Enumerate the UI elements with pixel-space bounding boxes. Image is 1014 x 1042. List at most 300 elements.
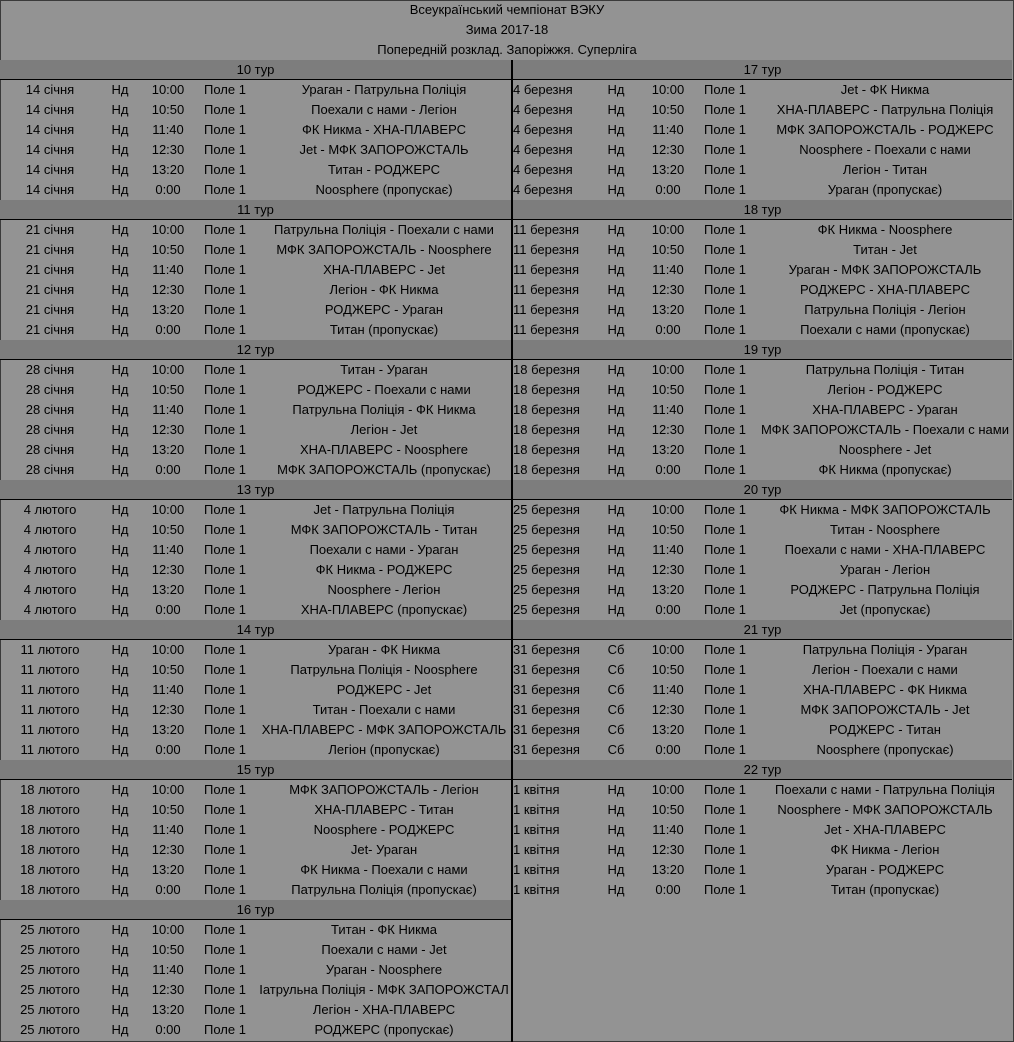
date-cell: 21 січня: [25, 282, 75, 297]
match-cell: Патрульна Поліція - Noosphere: [290, 662, 478, 677]
day-cell: Нд: [111, 182, 129, 197]
field-cell: Поле 1: [204, 82, 246, 97]
time-cell: 10:50: [151, 662, 185, 677]
date-cell: 1 квітня: [513, 822, 560, 837]
title-championship: Всеукраїнський чемпіонат ВЭКУ: [409, 2, 605, 17]
date-cell: 25 лютого: [20, 962, 80, 977]
date-cell: 18 березня: [513, 362, 580, 377]
schedule-row: [0, 100, 511, 120]
date-cell: 28 січня: [25, 462, 75, 477]
time-cell: 11:40: [652, 262, 684, 277]
match-cell: Noosphere (пропускає): [816, 742, 954, 757]
field-cell: Поле 1: [204, 302, 246, 317]
match-cell: Ураган - РОДЖЕРС: [825, 862, 945, 877]
time-cell: 13:20: [151, 1002, 185, 1017]
field-cell: Поле 1: [704, 422, 746, 437]
field-cell: Поле 1: [204, 542, 246, 557]
date-cell: 31 березня: [513, 742, 580, 757]
time-cell: 0:00: [155, 1022, 181, 1037]
date-cell: 4 лютого: [23, 602, 77, 617]
schedule-row: [513, 300, 1012, 320]
day-cell: Сб: [607, 742, 625, 757]
date-cell: 25 березня: [513, 522, 580, 537]
date-cell: 11 березня: [513, 222, 579, 237]
field-cell: Поле 1: [704, 642, 746, 657]
schedule-row: [0, 1020, 511, 1040]
schedule-row: [0, 940, 511, 960]
schedule-row: [0, 700, 511, 720]
field-cell: Поле 1: [704, 602, 746, 617]
day-cell: Нд: [111, 242, 129, 257]
round-header: 14 тур: [0, 620, 511, 640]
field-cell: Поле 1: [204, 222, 246, 237]
field-cell: Поле 1: [204, 562, 246, 577]
time-cell: 12:30: [651, 702, 685, 717]
date-cell: 21 січня: [25, 242, 75, 257]
field-cell: Поле 1: [204, 122, 246, 137]
time-cell: 10:00: [151, 82, 185, 97]
match-cell: РОДЖЕРС - ХНА-ПЛАВЕРС: [799, 282, 970, 297]
date-cell: 14 січня: [25, 102, 75, 117]
field-cell: Поле 1: [204, 502, 246, 517]
day-cell: Нд: [111, 942, 129, 957]
day-cell: Нд: [111, 142, 129, 157]
time-cell: 10:50: [651, 662, 685, 677]
schedule-row: [513, 560, 1012, 580]
day-cell: Нд: [111, 642, 129, 657]
time-cell: 0:00: [155, 182, 181, 197]
time-cell: 13:20: [151, 862, 185, 877]
round-header: 17 тур: [513, 60, 1012, 80]
time-cell: 12:30: [151, 142, 185, 157]
day-cell: Нд: [111, 882, 129, 897]
date-cell: 11 березня: [513, 262, 579, 277]
right-schedule-column: [513, 60, 1012, 900]
field-cell: Поле 1: [204, 242, 246, 257]
match-cell: ФК Никма - РОДЖЕРС: [315, 562, 453, 577]
match-cell: ФК Никма - Noosphere: [817, 222, 953, 237]
field-cell: Поле 1: [204, 802, 246, 817]
field-cell: Поле 1: [704, 102, 746, 117]
match-cell: РОДЖЕРС - Jet: [336, 682, 432, 697]
match-cell: Поехали с нами - Патрульна Поліція: [775, 782, 995, 797]
field-cell: Поле 1: [704, 442, 746, 457]
match-cell: Noosphere - РОДЖЕРС: [313, 822, 455, 837]
match-cell: Поехали с нами - ХНА-ПЛАВЕРС: [784, 542, 986, 557]
schedule-row: [513, 720, 1012, 740]
day-cell: Нд: [607, 502, 625, 517]
day-cell: Нд: [607, 442, 625, 457]
match-cell: Легіон (пропускає): [328, 742, 440, 757]
schedule-row: [513, 400, 1012, 420]
schedule-row: [0, 660, 511, 680]
schedule-row: [0, 380, 511, 400]
schedule-row: [0, 460, 511, 480]
day-cell: Нд: [111, 782, 129, 797]
time-cell: 12:30: [151, 702, 185, 717]
schedule-row: [0, 500, 511, 520]
date-cell: 28 січня: [25, 422, 75, 437]
match-cell: МФК ЗАПОРОЖСТАЛЬ - Поехали с нами: [761, 422, 1009, 437]
field-cell: Поле 1: [204, 182, 246, 197]
day-cell: Нд: [111, 542, 129, 557]
time-cell: 0:00: [155, 882, 181, 897]
time-cell: 13:20: [651, 302, 685, 317]
time-cell: 0:00: [155, 602, 181, 617]
date-cell: 11 лютого: [20, 742, 80, 757]
match-cell: Noosphere - Jet: [838, 442, 932, 457]
time-cell: 12:30: [651, 142, 685, 157]
date-cell: 11 лютого: [20, 642, 80, 657]
match-cell: Титан - Jet: [853, 242, 917, 257]
date-cell: 25 лютого: [20, 942, 80, 957]
time-cell: 11:40: [152, 962, 184, 977]
date-cell: 1 квітня: [513, 842, 560, 857]
field-cell: Поле 1: [704, 882, 746, 897]
time-cell: 12:30: [151, 562, 185, 577]
field-cell: Поле 1: [704, 462, 746, 477]
field-cell: Поле 1: [204, 102, 246, 117]
day-cell: Нд: [111, 162, 129, 177]
field-cell: Поле 1: [204, 742, 246, 757]
round-header: 20 тур: [513, 480, 1012, 500]
match-cell: Jet - МФК ЗАПОРОЖСТАЛЬ: [299, 142, 469, 157]
schedule-row: [0, 780, 511, 800]
schedule-row: [0, 860, 511, 880]
match-cell: ФК Никма - ХНА-ПЛАВЕРС: [302, 122, 466, 137]
time-cell: 0:00: [655, 742, 681, 757]
time-cell: 0:00: [655, 462, 681, 477]
match-cell: Патрульна Поліція (пропускає): [291, 882, 477, 897]
day-cell: Нд: [111, 102, 129, 117]
schedule-row: [0, 400, 511, 420]
schedule-row: [0, 960, 511, 980]
round-header: 18 тур: [513, 200, 1012, 220]
field-cell: Поле 1: [204, 262, 246, 277]
time-cell: 10:00: [151, 642, 185, 657]
field-cell: Поле 1: [204, 322, 246, 337]
schedule-row: [0, 220, 511, 240]
day-cell: Нд: [607, 842, 625, 857]
day-cell: Нд: [607, 142, 625, 157]
match-cell: Титан - РОДЖЕРС: [327, 162, 440, 177]
field-cell: Поле 1: [204, 982, 246, 997]
date-cell: 31 березня: [513, 682, 580, 697]
day-cell: Нд: [111, 82, 129, 97]
schedule-row: [0, 120, 511, 140]
match-cell: Noosphere - Легіон: [327, 582, 441, 597]
time-cell: 10:50: [151, 802, 185, 817]
left-schedule-column: [0, 60, 511, 1040]
schedule-row: [513, 180, 1012, 200]
date-cell: 18 лютого: [20, 842, 80, 857]
time-cell: 11:40: [652, 122, 684, 137]
day-cell: Нд: [111, 262, 129, 277]
date-cell: 31 березня: [513, 722, 580, 737]
day-cell: Нд: [607, 162, 625, 177]
field-cell: Поле 1: [704, 302, 746, 317]
field-cell: Поле 1: [204, 662, 246, 677]
field-cell: Поле 1: [704, 242, 746, 257]
day-cell: Нд: [607, 302, 625, 317]
schedule-row: [513, 100, 1012, 120]
time-cell: 12:30: [151, 842, 185, 857]
day-cell: Нд: [111, 602, 129, 617]
time-cell: 11:40: [652, 822, 684, 837]
time-cell: 11:40: [152, 122, 184, 137]
match-cell: Патрульна Поліція - Легіон: [804, 302, 966, 317]
day-cell: Нд: [111, 502, 129, 517]
round-header: 19 тур: [513, 340, 1012, 360]
schedule-row: [513, 700, 1012, 720]
match-cell: ХНА-ПЛАВЕРС - Титан: [314, 802, 454, 817]
date-cell: 14 січня: [25, 162, 75, 177]
time-cell: 12:30: [651, 282, 685, 297]
day-cell: Нд: [111, 802, 129, 817]
field-cell: Поле 1: [204, 722, 246, 737]
date-cell: 18 лютого: [20, 862, 80, 877]
field-cell: Поле 1: [204, 862, 246, 877]
day-cell: Нд: [111, 922, 129, 937]
match-cell: Ураган - Noosphere: [325, 962, 443, 977]
schedule-row: [0, 740, 511, 760]
day-cell: Нд: [111, 562, 129, 577]
time-cell: 11:40: [652, 402, 684, 417]
time-cell: 11:40: [152, 542, 184, 557]
day-cell: Сб: [607, 682, 625, 697]
field-cell: Поле 1: [204, 682, 246, 697]
match-cell: Поехали с нами (пропускає): [800, 322, 970, 337]
date-cell: 18 лютого: [20, 882, 80, 897]
day-cell: Нд: [111, 382, 129, 397]
time-cell: 10:00: [151, 782, 185, 797]
day-cell: Нд: [607, 542, 625, 557]
time-cell: 0:00: [155, 742, 181, 757]
time-cell: 10:00: [151, 502, 185, 517]
time-cell: 0:00: [655, 322, 681, 337]
time-cell: 0:00: [655, 882, 681, 897]
time-cell: 12:30: [651, 842, 685, 857]
match-cell: ХНА-ПЛАВЕРС - Ураган: [812, 402, 958, 417]
field-cell: Поле 1: [204, 402, 246, 417]
date-cell: 28 січня: [25, 402, 75, 417]
match-cell: Патрульна Поліція - Поехали с нами: [274, 222, 494, 237]
time-cell: 10:00: [651, 782, 685, 797]
match-cell: Титан - Ураган: [340, 362, 428, 377]
schedule-row: [513, 460, 1012, 480]
schedule-row: [513, 260, 1012, 280]
field-cell: Поле 1: [204, 702, 246, 717]
day-cell: Нд: [607, 182, 625, 197]
day-cell: Нд: [607, 322, 625, 337]
round-header: 11 тур: [0, 200, 511, 220]
date-cell: 25 лютого: [20, 1002, 80, 1017]
date-cell: 11 лютого: [20, 722, 80, 737]
date-cell: 28 січня: [25, 362, 75, 377]
field-cell: Поле 1: [704, 222, 746, 237]
field-cell: Поле 1: [204, 602, 246, 617]
date-cell: 1 квітня: [513, 802, 560, 817]
time-cell: 13:20: [151, 162, 185, 177]
schedule-row: [0, 720, 511, 740]
round-header: 21 тур: [513, 620, 1012, 640]
time-cell: 13:20: [151, 442, 185, 457]
schedule-row: [0, 880, 511, 900]
match-cell: Noosphere (пропускає): [315, 182, 453, 197]
day-cell: Нд: [607, 562, 625, 577]
date-cell: 11 березня: [513, 242, 579, 257]
schedule-row: [513, 520, 1012, 540]
match-cell: Jet- Ураган: [350, 842, 418, 857]
date-cell: 11 березня: [513, 302, 579, 317]
match-cell: Ураган (пропускає): [827, 182, 943, 197]
date-cell: 14 січня: [25, 142, 75, 157]
date-cell: 18 березня: [513, 442, 580, 457]
field-cell: Поле 1: [204, 462, 246, 477]
field-cell: Поле 1: [704, 802, 746, 817]
field-cell: Поле 1: [704, 142, 746, 157]
schedule-row: [0, 840, 511, 860]
day-cell: Нд: [111, 222, 129, 237]
time-cell: 10:00: [651, 502, 685, 517]
match-cell: Ураган - Патрульна Поліція: [301, 82, 467, 97]
date-cell: 31 березня: [513, 642, 580, 657]
schedule-row: [513, 640, 1012, 660]
field-cell: Поле 1: [204, 422, 246, 437]
time-cell: 10:00: [151, 922, 185, 937]
schedule-row: [513, 860, 1012, 880]
day-cell: Нд: [607, 802, 625, 817]
date-cell: 1 квітня: [513, 862, 560, 877]
match-cell: Легіон - ФК Никма: [329, 282, 439, 297]
date-cell: 25 лютого: [20, 982, 80, 997]
schedule-row: [513, 360, 1012, 380]
date-cell: 21 січня: [25, 262, 75, 277]
match-cell: Поехали с нами - Легіон: [311, 102, 457, 117]
match-cell: Поехали с нами - Jet: [321, 942, 447, 957]
date-cell: 4 лютого: [23, 582, 77, 597]
match-cell: Легіон - Jet: [350, 422, 418, 437]
day-cell: Нд: [111, 742, 129, 757]
schedule-row: [0, 1000, 511, 1020]
round-header: 16 тур: [0, 900, 511, 920]
time-cell: 13:20: [651, 442, 685, 457]
match-cell: Титан - ФК Никма: [331, 922, 437, 937]
day-cell: Нд: [111, 522, 129, 537]
schedule-row: [0, 420, 511, 440]
schedule-row: [0, 360, 511, 380]
date-cell: 4 лютого: [23, 562, 77, 577]
match-cell: ХНА-ПЛАВЕРС - Noosphere: [299, 442, 468, 457]
date-cell: 14 січня: [25, 122, 75, 137]
schedule-row: [513, 880, 1012, 900]
date-cell: 25 березня: [513, 542, 580, 557]
field-cell: Поле 1: [204, 962, 246, 977]
date-cell: 28 січня: [25, 382, 75, 397]
match-cell: МФК ЗАПОРОЖСТАЛЬ - Титан: [290, 522, 478, 537]
day-cell: Нд: [111, 422, 129, 437]
day-cell: Нд: [111, 1022, 129, 1037]
day-cell: Нд: [607, 462, 625, 477]
day-cell: Нд: [607, 102, 625, 117]
match-cell: Легіон - Поехали с нами: [812, 662, 958, 677]
field-cell: Поле 1: [204, 942, 246, 957]
schedule-row: [0, 280, 511, 300]
day-cell: Нд: [607, 382, 625, 397]
schedule-row: [0, 320, 511, 340]
date-cell: 25 лютого: [20, 1022, 80, 1037]
time-cell: 0:00: [155, 462, 181, 477]
schedule-row: [0, 800, 511, 820]
date-cell: 21 січня: [25, 222, 75, 237]
day-cell: Нд: [111, 322, 129, 337]
schedule-row: [513, 840, 1012, 860]
time-cell: 11:40: [152, 682, 184, 697]
day-cell: Нд: [607, 822, 625, 837]
field-cell: Поле 1: [704, 122, 746, 137]
schedule-row: [0, 920, 511, 940]
day-cell: Нд: [111, 682, 129, 697]
date-cell: 4 березня: [513, 82, 573, 97]
field-cell: Поле 1: [704, 162, 746, 177]
day-cell: Нд: [111, 122, 129, 137]
field-cell: Поле 1: [704, 862, 746, 877]
match-cell: РОДЖЕРС - Поехали с нами: [297, 382, 471, 397]
time-cell: 10:50: [151, 102, 185, 117]
field-cell: Поле 1: [204, 922, 246, 937]
match-cell: РОДЖЕРС - Патрульна Поліція: [790, 582, 980, 597]
time-cell: 0:00: [655, 182, 681, 197]
schedule-row: [513, 120, 1012, 140]
date-cell: 25 березня: [513, 602, 580, 617]
schedule-row: [0, 260, 511, 280]
match-cell: РОДЖЕРС - Титан: [828, 722, 941, 737]
day-cell: Нд: [111, 462, 129, 477]
field-cell: Поле 1: [204, 142, 246, 157]
match-cell: Титан (пропускає): [329, 322, 439, 337]
time-cell: 10:50: [651, 802, 685, 817]
schedule-row: [0, 680, 511, 700]
field-cell: Поле 1: [704, 362, 746, 377]
date-cell: 18 березня: [513, 382, 580, 397]
date-cell: 28 січня: [25, 442, 75, 457]
date-cell: 18 березня: [513, 402, 580, 417]
match-cell: МФК ЗАПОРОЖСТАЛЬ (пропускає): [277, 462, 491, 477]
match-cell: Ураган - ФК Никма: [327, 642, 441, 657]
field-cell: Поле 1: [704, 842, 746, 857]
title-season: Зима 2017-18: [465, 22, 549, 37]
day-cell: Нд: [607, 882, 625, 897]
date-cell: 18 лютого: [20, 822, 80, 837]
schedule-row: [0, 440, 511, 460]
time-cell: 13:20: [651, 862, 685, 877]
date-cell: 4 березня: [513, 142, 573, 157]
field-cell: Поле 1: [704, 522, 746, 537]
day-cell: Нд: [607, 282, 625, 297]
match-cell: Noosphere - МФК ЗАПОРОЖСТАЛЬ: [777, 802, 993, 817]
day-cell: Нд: [111, 962, 129, 977]
schedule-row: [513, 280, 1012, 300]
day-cell: Нд: [607, 222, 625, 237]
schedule-row: [0, 640, 511, 660]
match-cell: ХНА-ПЛАВЕРС - Jet: [323, 262, 445, 277]
field-cell: Поле 1: [704, 682, 746, 697]
date-cell: 4 березня: [513, 102, 573, 117]
time-cell: 10:50: [651, 522, 685, 537]
day-cell: Нд: [607, 242, 625, 257]
time-cell: 12:30: [651, 562, 685, 577]
day-cell: Сб: [607, 722, 625, 737]
